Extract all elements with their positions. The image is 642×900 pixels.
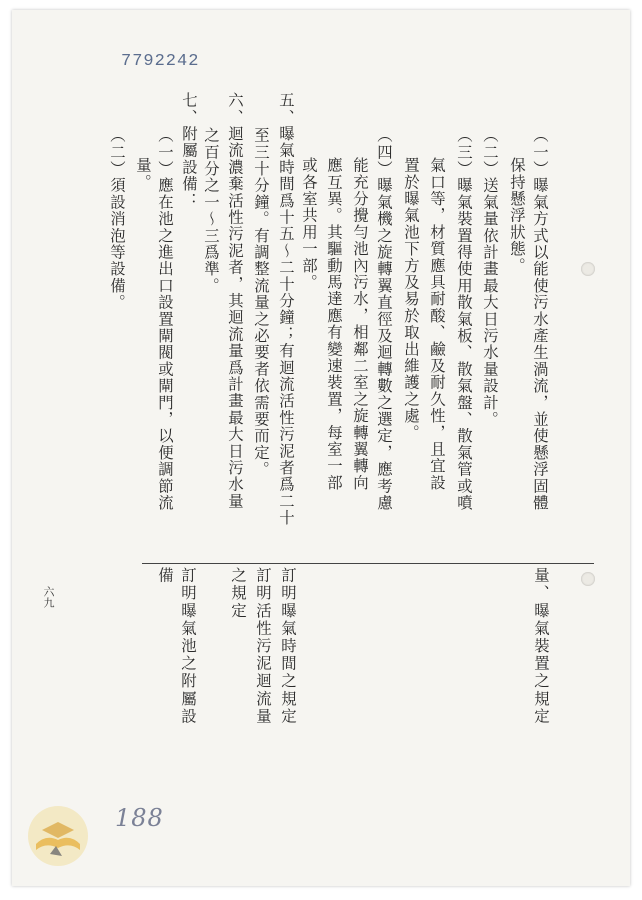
text-column-1: （一）曝氣方式以能使污水產生渦流，並使懸浮固體	[531, 127, 549, 512]
text-column-15: 七、附屬設備：	[180, 92, 198, 209]
archive-logo-icon	[22, 800, 94, 872]
margin-note-6: 備	[156, 567, 174, 585]
text-column-17: 量。	[134, 157, 152, 191]
text-column-13: 六、迴流濃棄活性污泥者，其迴流量爲計畫最大日污水量	[226, 92, 244, 510]
margin-note-1: 量、曝氣裝置之規定	[532, 567, 550, 726]
margin-note-2: 訂明曝氣時間之規定	[279, 567, 297, 726]
text-column-12: 至三十分鐘。有調整流量之必要者依需要而定。	[252, 127, 270, 478]
text-column-3: （二）送氣量依計畫最大日污水量設計。	[481, 127, 499, 428]
text-column-7: （四）曝氣機之旋轉翼直徑及迴轉數之選定，應考慮	[375, 127, 393, 512]
text-column-4: （三）曝氣裝置得使用散氣板、散氣盤、散氣管或噴	[455, 127, 473, 512]
text-column-14: 之百分之一～三爲準。	[202, 127, 220, 294]
text-column-2: 保持懸浮狀態。	[508, 157, 526, 274]
text-column-5: 氣口等，材質應具耐酸、鹼及耐久性，且宜設	[428, 157, 446, 491]
binder-hole-top	[581, 262, 595, 276]
text-column-6: 置於曝氣池下方及易於取出維護之處。	[402, 157, 420, 441]
margin-note-5: 訂明曝氣池之附屬設	[179, 567, 197, 726]
margin-note-4: 之規定	[229, 567, 247, 620]
page-number: 六九	[42, 586, 55, 608]
text-column-11: 五、曝氣時間爲十五～二十分鐘；有迴流活性污泥者爲二十	[277, 92, 295, 527]
text-column-18: （二）須設消泡等設備。	[108, 127, 126, 311]
handwritten-number: 188	[115, 804, 164, 832]
text-column-10: 或各室共用一部。	[300, 157, 318, 291]
serial-number: 7792242	[121, 52, 200, 71]
text-column-16: （一）應在池之進出口設置閘閥或閘門，以便調節流	[156, 127, 174, 512]
margin-note-3: 訂明活性污泥迴流量	[254, 567, 272, 726]
divider-line	[142, 563, 594, 564]
binder-hole-bottom	[581, 572, 595, 586]
text-column-9: 應互異。其驅動馬達應有變速裝置，每室一部	[325, 157, 343, 491]
text-column-8: 能充分攪勻池內污水，相鄰二室之旋轉翼轉向	[351, 157, 369, 491]
